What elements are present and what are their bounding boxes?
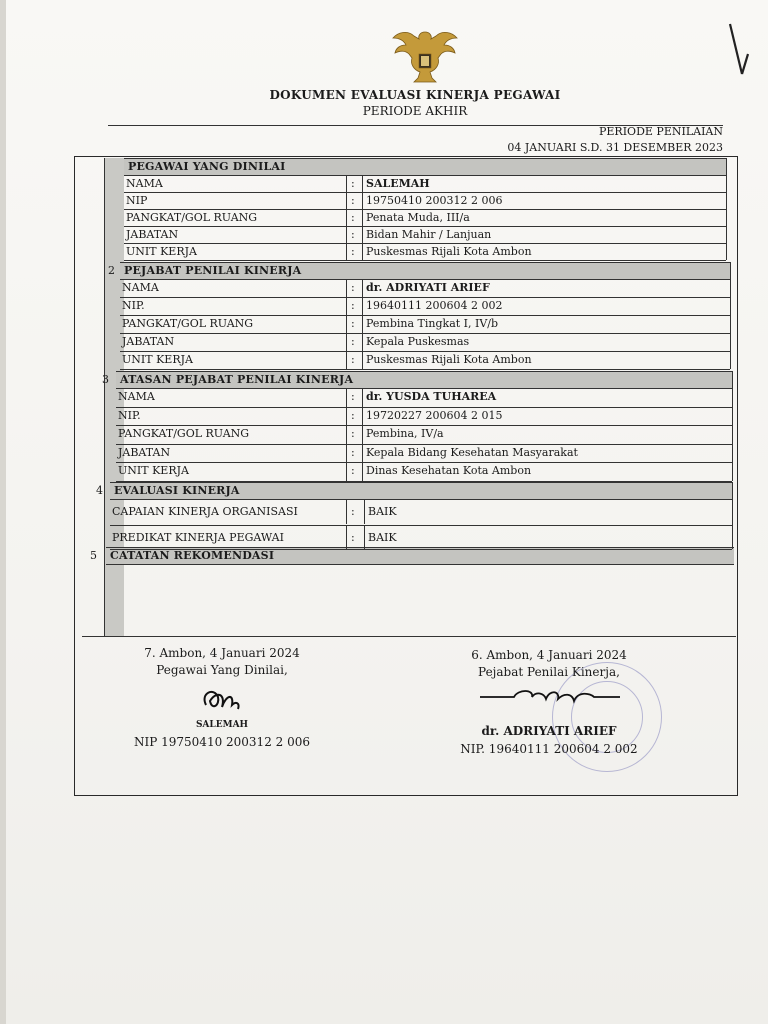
section-3-header: 3 ATASAN PEJABAT PENILAI KINERJA: [116, 371, 732, 389]
column-divider: [346, 500, 347, 524]
column-divider: [346, 244, 347, 261]
column-divider: [346, 193, 347, 210]
column-divider: [362, 244, 363, 261]
signature-right-role: Pejabat Penilai Kinerja,: [478, 665, 620, 679]
s3-row-nip: [116, 407, 732, 427]
s3-row-nama: [116, 388, 732, 408]
field-label: NAMA: [118, 390, 155, 403]
column-divider: [362, 316, 363, 334]
field-label: NIP.: [122, 299, 145, 312]
s1-row-unit-kerja: [124, 243, 726, 261]
s3-right-border: [732, 371, 733, 481]
field-colon: :: [351, 228, 355, 241]
signature-right-nip: NIP. 19640111 200604 2 002: [460, 742, 638, 756]
column-divider: [362, 193, 363, 210]
document-title: DOKUMEN EVALUASI KINERJA PEGAWAI: [269, 88, 561, 102]
column-divider: [346, 426, 347, 445]
column-divider: [362, 280, 363, 298]
field-colon: :: [351, 281, 355, 294]
s4-rows-bottom-line: [110, 549, 732, 550]
field-label: JABATAN: [118, 445, 171, 459]
field-label: UNIT KERJA: [126, 245, 197, 258]
section-4-header: 4 EVALUASI KINERJA: [110, 482, 732, 500]
column-divider: [362, 227, 363, 244]
document-subtitle: PERIODE AKHIR: [362, 104, 468, 118]
signature-left: [112, 646, 332, 749]
s1-rows-bottom-line: [124, 260, 726, 261]
column-divider: [346, 463, 347, 482]
field-value: Puskesmas Rijali Kota Ambon: [366, 353, 532, 366]
field-value: Pembina Tingkat I, IV/b: [366, 317, 499, 330]
field-value: dr. ADRIYATI ARIEF: [366, 281, 490, 294]
s3-row-jabatan: [116, 444, 732, 464]
field-label: UNIT KERJA: [118, 464, 189, 477]
column-divider: [362, 463, 363, 482]
column-divider: [346, 526, 347, 550]
signature-right-name: dr. ADRIYATI ARIEF: [481, 724, 617, 738]
s2-right-border: [730, 262, 731, 369]
field-colon: :: [351, 177, 355, 190]
signature-left-scribble-icon: [192, 683, 252, 717]
field-label: NIP.: [118, 408, 141, 422]
field-colon: :: [351, 335, 355, 348]
column-divider: [346, 176, 347, 193]
recommendation-box-bottom: [82, 636, 736, 637]
signature-right-scribble-icon: [474, 681, 624, 711]
pen-mark-icon: [726, 18, 752, 78]
signature-left-role: Pegawai Yang Dinilai,: [156, 663, 288, 677]
column-divider: [362, 176, 363, 193]
column-divider: [362, 352, 363, 370]
field-value: Penata Muda, III/a: [366, 211, 470, 224]
field-colon: :: [351, 194, 355, 207]
section-2-header: 2 PEJABAT PENILAI KINERJA: [120, 262, 730, 280]
period-label: PERIODE PENILAIAN: [599, 125, 723, 138]
signature-left-nip: NIP 19750410 200312 2 006: [134, 735, 310, 749]
garuda-emblem-icon: [390, 26, 460, 86]
field-value: SALEMAH: [366, 177, 430, 190]
s2-row-nama: [120, 279, 730, 298]
field-colon: :: [351, 427, 355, 440]
s1-row-pangkat-gol-ruang: [124, 209, 726, 227]
field-label: PANGKAT/GOL RUANG: [122, 317, 254, 330]
s1-row-nama: [124, 175, 726, 193]
field-colon: :: [351, 245, 355, 258]
signature-right: [436, 648, 662, 756]
field-label: PANGKAT/GOL RUANG: [118, 427, 250, 440]
field-value: Puskesmas Rijali Kota Ambon: [366, 245, 532, 258]
column-divider: [346, 389, 347, 408]
s1-right-border: [726, 158, 727, 260]
field-colon: :: [351, 505, 355, 518]
field-colon: :: [351, 317, 355, 330]
field-value: BAIK: [368, 531, 397, 544]
field-value: Kepala Bidang Kesehatan Masyarakat: [366, 445, 578, 459]
column-divider: [362, 445, 363, 464]
signature-left-name: SALEMAH: [195, 720, 249, 730]
field-value: Bidan Mahir / Lanjuan: [366, 228, 492, 241]
column-divider: [346, 352, 347, 370]
field-label: UNIT KERJA: [122, 353, 193, 366]
column-divider: [362, 426, 363, 445]
s4-right-border: [732, 482, 733, 549]
field-value: Pembina, IV/a: [366, 427, 444, 440]
s2-rows-bottom-line: [120, 369, 730, 370]
number-column-line: [104, 158, 105, 636]
section-5-header: 5 CATATAN REKOMENDASI: [106, 547, 734, 565]
column-divider: [346, 298, 347, 316]
s3-row-unit-kerja: [116, 462, 732, 482]
field-label: NIP: [126, 194, 148, 207]
column-divider: [346, 408, 347, 427]
signature-right-date: 6. Ambon, 4 Januari 2024: [471, 648, 627, 662]
s2-row-jabatan: [120, 333, 730, 352]
s1-row-nip: [124, 192, 726, 210]
s3-row-pangkat-gol-ruang: [116, 425, 732, 445]
s2-row-pangkat-gol-ruang: [120, 315, 730, 334]
column-divider: [364, 500, 365, 524]
period-value: 04 JANUARI S.D. 31 DESEMBER 2023: [507, 141, 723, 154]
column-divider: [346, 280, 347, 298]
field-value: Kepala Puskesmas: [366, 335, 470, 348]
page-edge-shadow: [0, 0, 6, 1024]
field-label: NAMA: [122, 281, 159, 294]
signature-left-date: 7. Ambon, 4 Januari 2024: [144, 646, 300, 660]
field-label: PREDIKAT KINERJA PEGAWAI: [112, 531, 284, 544]
column-divider: [362, 334, 363, 352]
field-colon: :: [351, 408, 355, 422]
column-divider: [364, 526, 365, 550]
field-value: 19640111 200604 2 002: [366, 299, 503, 312]
s2-row-unit-kerja: [120, 351, 730, 370]
column-divider: [362, 210, 363, 227]
column-divider: [346, 334, 347, 352]
field-colon: :: [351, 464, 355, 477]
column-divider: [362, 389, 363, 408]
field-value: Dinas Kesehatan Kota Ambon: [366, 464, 532, 477]
field-label: JABATAN: [122, 335, 175, 348]
s4-row-capaian-kinerja-organisasi: [110, 499, 732, 524]
column-divider: [346, 227, 347, 244]
field-colon: :: [351, 531, 355, 544]
field-value: 19750410 200312 2 006: [366, 194, 503, 207]
field-colon: :: [351, 299, 355, 312]
field-value: BAIK: [368, 505, 397, 518]
field-label: PANGKAT/GOL RUANG: [126, 211, 258, 224]
column-divider: [346, 210, 347, 227]
column-divider: [362, 408, 363, 427]
s1-row-jabatan: [124, 226, 726, 244]
field-label: NAMA: [126, 177, 163, 190]
s2-row-nip: [120, 297, 730, 316]
s3-rows-bottom-line: [116, 481, 732, 482]
field-colon: :: [351, 211, 355, 224]
field-label: JABATAN: [126, 228, 179, 241]
field-colon: :: [351, 445, 355, 459]
field-value: dr. YUSDA TUHAREA: [366, 390, 497, 403]
column-divider: [346, 445, 347, 464]
column-divider: [362, 298, 363, 316]
s4-row-predikat-kinerja-pegawai: [110, 525, 732, 550]
field-colon: :: [351, 390, 355, 403]
field-value: 19720227 200604 2 015: [366, 408, 503, 422]
section-1-header: PEGAWAI YANG DINILAI: [124, 158, 726, 176]
field-label: CAPAIAN KINERJA ORGANISASI: [112, 505, 298, 518]
column-divider: [346, 316, 347, 334]
field-colon: :: [351, 353, 355, 366]
